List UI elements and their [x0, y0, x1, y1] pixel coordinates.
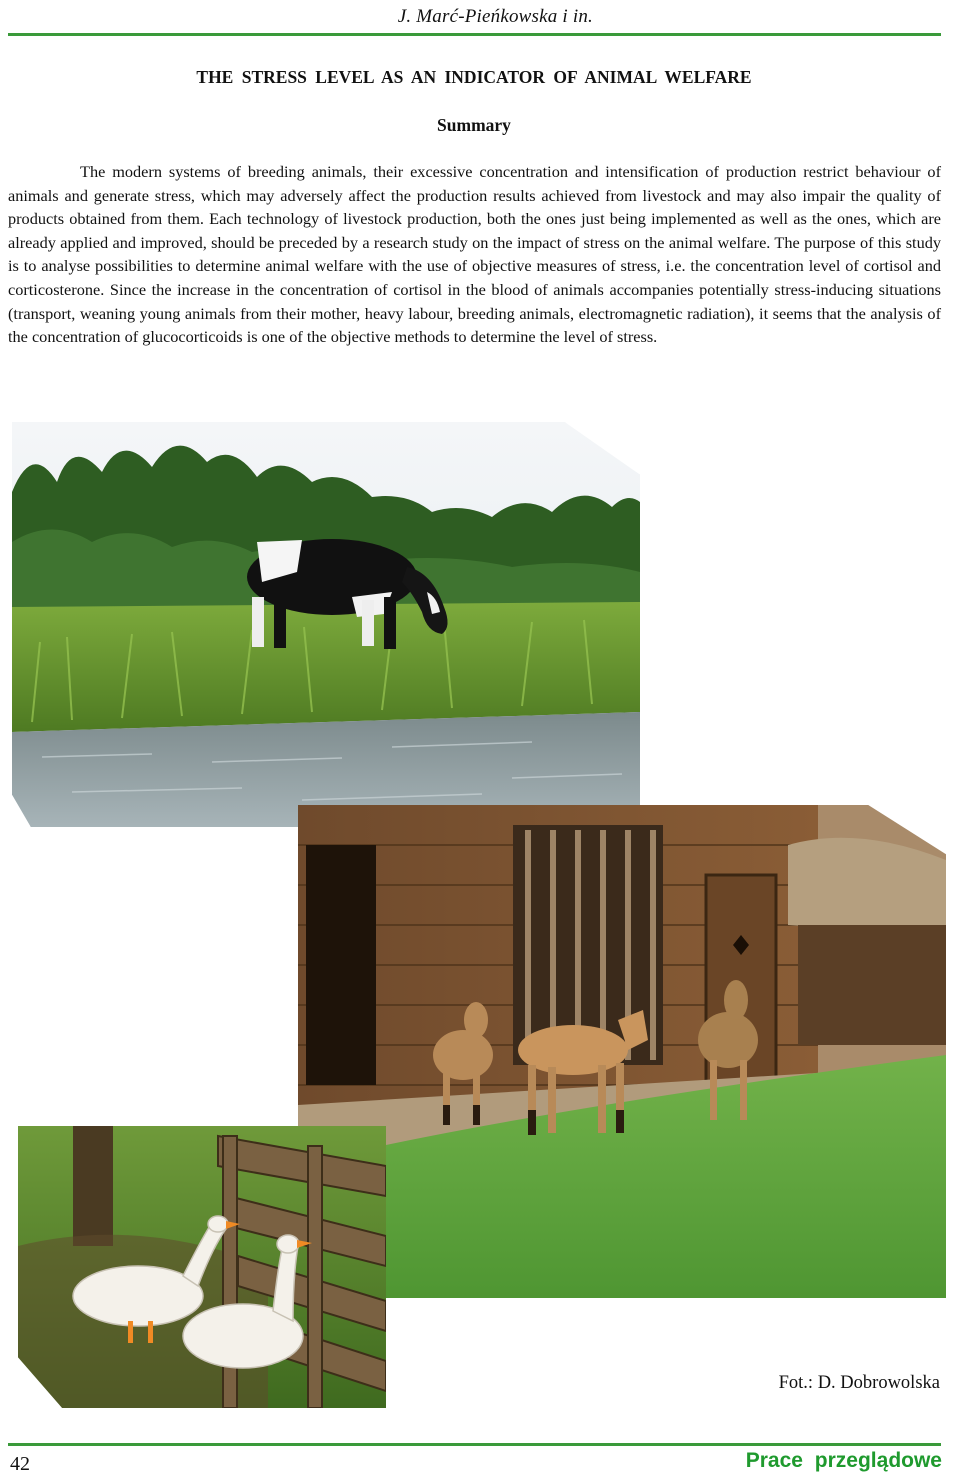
article-title: THE STRESS LEVEL AS AN INDICATOR OF ANIMAL WELFARE — [196, 67, 752, 87]
photo-credit: Fot.: D. Dobrowolska — [778, 1373, 940, 1393]
page-number: 42 — [10, 1453, 30, 1475]
goats-photo-illustration — [298, 805, 946, 1298]
geese-photo-illustration — [18, 1126, 386, 1408]
running-header-author: J. Marć-Pieńkowska i in. — [397, 6, 593, 27]
summary-paragraph: The modern systems of breeding animals, their excessive concentration and intensification of production restrict behaviour of animals and generate stress, which may adversely affect the production results achieved from livestock and may also impair the quality of products obtained from them. Each technology of livestock production, both the ones just being implemented as well as the ones, which are already applied and improved, should be preceded by a research study on the impact of stress on the animal welfare. The purpose of this study is to analyse possibilities to determine animal welfare with the use of objective measures of stress, i.e. the concentration level of cortisol and corticosterone. Since the increase in the concentration of cortisol in the blood of animals accompanies potentially stress-inducing situations (transport, weaning young animals from their mother, heavy labour, breeding animals, electromagnetic radiation), it seems that the analysis of the concentration of glucocorticoids is one of the objective methods to determine the level of stress. — [8, 162, 941, 347]
header-rule — [8, 33, 941, 36]
photo-goats-by-barn — [298, 805, 946, 1298]
summary-heading: Summary — [437, 115, 511, 135]
cow-photo-illustration — [12, 422, 640, 827]
photo-geese-by-fence — [18, 1126, 386, 1408]
photo-cow-by-river — [12, 422, 640, 827]
footer-rule — [8, 1443, 941, 1446]
section-label: Prace przeglądowe — [745, 1449, 942, 1472]
